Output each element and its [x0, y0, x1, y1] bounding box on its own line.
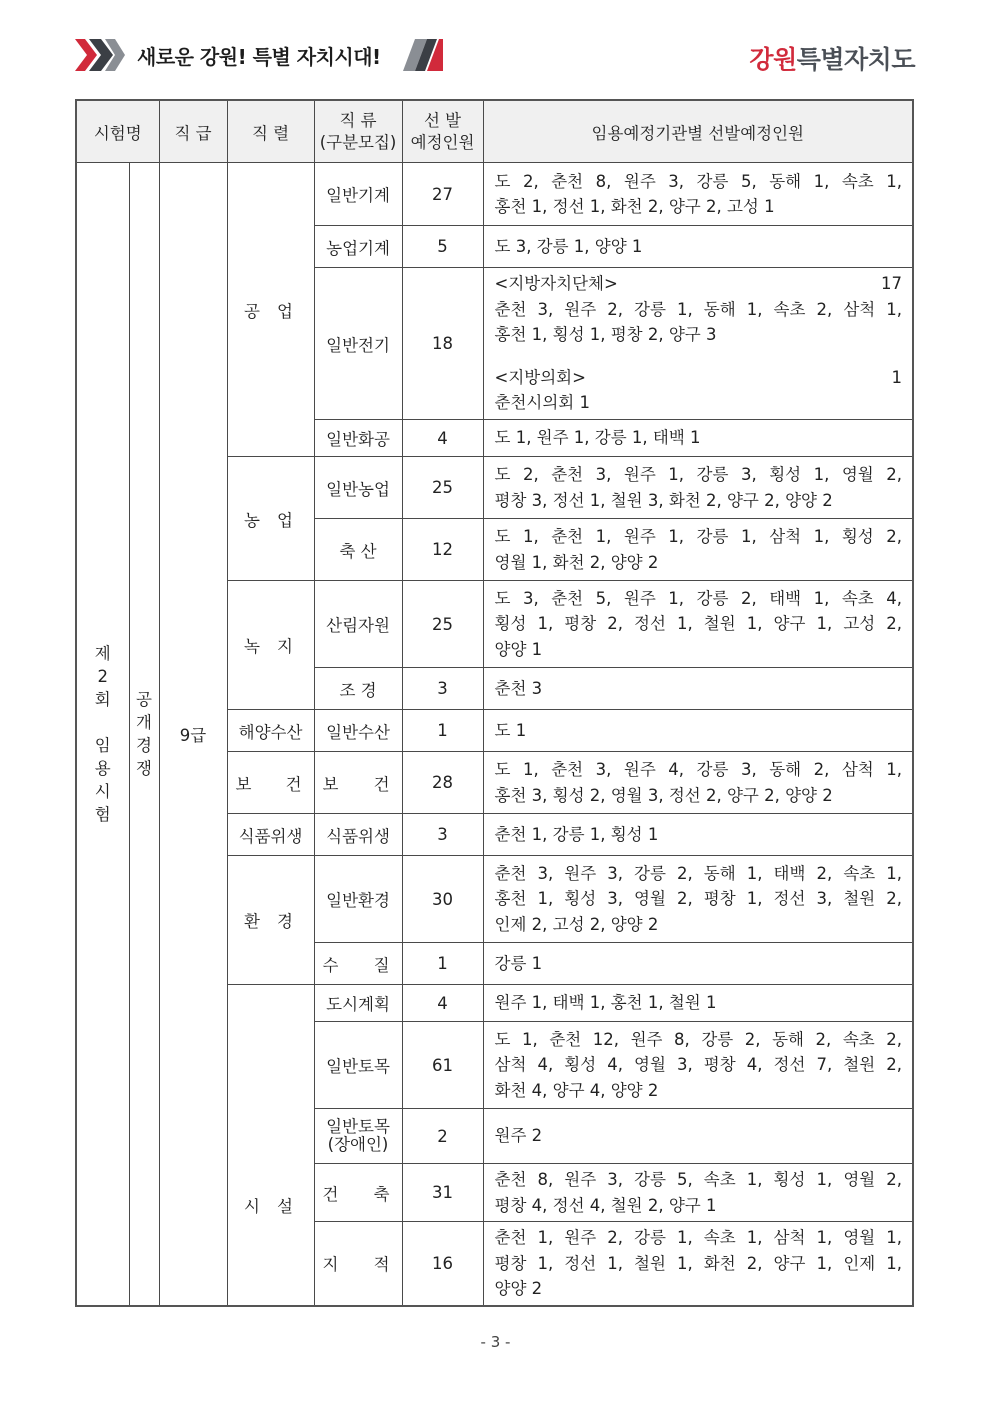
allocation-line: 도 2, 춘천 3, 원주 1, 강릉 3, 횡성 1, 영월 2,: [494, 465, 903, 484]
count-cell: 28: [402, 752, 483, 814]
series-label: [228, 298, 314, 322]
type-cell: 산림자원: [314, 581, 402, 668]
count-cell: 4: [402, 985, 483, 1022]
slogan-text: 새로운 강원! 특별 자치시대!: [137, 44, 381, 69]
count-cell: 12: [402, 519, 483, 581]
type-label: [315, 952, 402, 976]
type-label: 일반토목: [326, 1117, 390, 1136]
vertical-char: 험: [94, 804, 111, 824]
allocation-gap: [495, 348, 903, 365]
allocation-line: 인제 2, 고성 2, 양양 2: [494, 914, 659, 934]
allocation-cell: [483, 1164, 913, 1222]
label-part: 보: [235, 774, 252, 794]
count-cell: 4: [402, 420, 483, 457]
allocation-line: 영월 1, 화천 2, 양양 2: [494, 552, 659, 572]
vertical-char: 쟁: [136, 758, 152, 778]
count-cell: 3: [402, 814, 483, 856]
allocation-line: 도 3, 강릉 1, 양양 1: [494, 236, 643, 256]
allocation-cell: [483, 856, 913, 943]
header-type-line1: 직 류: [339, 110, 377, 130]
count-cell: 25: [402, 457, 483, 519]
label-part: 건: [322, 1184, 339, 1204]
recruitment-table: [75, 99, 914, 1307]
type-label: [315, 1181, 402, 1205]
type-label: [315, 771, 402, 795]
allocation-line: 도 1, 춘천 3, 원주 4, 강릉 3, 동해 2, 삼척 1,: [494, 760, 903, 779]
type-cell: 일반수산: [314, 710, 402, 752]
series-cell: [227, 752, 314, 814]
series-label: [228, 633, 314, 657]
label-part: 농: [244, 510, 260, 530]
label-part: 지: [322, 1255, 339, 1275]
header-grade: 직 급: [159, 100, 227, 163]
allocation-line: 평창 3, 정선 1, 철원 3, 화천 2, 양구 2, 양양 2: [494, 490, 833, 510]
allocation-line: 양양 1: [494, 639, 543, 659]
allocation-cell: [483, 226, 913, 268]
header-count-line2: 예정인원: [410, 132, 475, 152]
type-cell: 일반토목: [314, 1022, 402, 1109]
allocation-line: 춘천 3, 원주 3, 강릉 2, 동해 1, 태백 2, 속초 1,: [494, 863, 903, 883]
type-cell: [314, 1222, 402, 1306]
allocation-line: 춘천 8, 원주 3, 강릉 5, 속초 1, 횡성 1, 영월 2,: [494, 1170, 903, 1189]
vertical-char: 임: [94, 735, 111, 755]
allocation-cell: [483, 752, 913, 814]
allocation-line: 양양 2: [494, 1279, 543, 1298]
type-cell: 일반환경: [314, 856, 402, 943]
logo-prefix: 강원: [749, 45, 797, 74]
type-cell: [314, 943, 402, 985]
count-cell: 1: [402, 710, 483, 752]
allocation-line: 홍천 1, 횡성 3, 영월 2, 평창 1, 정선 3, 철원 2,: [494, 889, 903, 909]
allocation-line: <지방자치단체> 17: [494, 274, 903, 294]
grade-cell: 9급: [159, 163, 227, 1306]
allocation-line: 도 1, 춘천 12, 원주 8, 강릉 2, 동해 2, 속초 2,: [494, 1029, 903, 1049]
vertical-char: 회: [94, 689, 111, 709]
allocation-line: 원주 1, 태백 1, 홍천 1, 철원 1: [494, 993, 717, 1013]
slogan-left-chevron-icon: [75, 39, 125, 71]
allocation-cell: [483, 985, 913, 1022]
series-cell: [227, 856, 314, 985]
count-cell: 31: [402, 1164, 483, 1222]
gangwon-logo: [749, 40, 915, 76]
count-cell: 61: [402, 1022, 483, 1109]
allocation-line: 춘천 1, 원주 2, 강릉 1, 속초 1, 삼척 1, 영월 1,: [494, 1228, 903, 1247]
allocation-cell: [483, 1222, 913, 1306]
count-cell: 1: [402, 943, 483, 985]
series-cell: [227, 163, 314, 457]
header-count-line1: 선 발: [423, 110, 462, 130]
recruit-type-cell: [129, 163, 159, 1306]
header-count: [402, 100, 483, 163]
allocation-line: 삼척 4, 횡성 4, 영월 3, 평창 4, 정선 7, 철원 2,: [494, 1055, 903, 1075]
vertical-char: 개: [136, 712, 152, 732]
series-cell: [227, 581, 314, 710]
type-cell: [314, 1164, 402, 1222]
series-label: [228, 771, 314, 795]
count-cell: 16: [402, 1222, 483, 1306]
label-part: 건: [285, 774, 302, 794]
allocation-line: 평창 4, 정선 4, 철원 2, 양구 1: [494, 1195, 717, 1215]
allocation-cell: [483, 814, 913, 856]
allocation-cell: [483, 519, 913, 581]
allocation-line: 춘천시의회 1: [494, 393, 590, 413]
label-part: 지: [277, 637, 293, 656]
table-row: [76, 163, 913, 226]
allocation-line: 도 1: [494, 720, 527, 740]
header-type-line2: (구분모집): [319, 132, 397, 152]
vertical-char: 용: [94, 758, 111, 778]
label-part: 녹: [244, 637, 260, 656]
allocation-cell: [483, 268, 913, 420]
table-header-row: [76, 100, 913, 163]
allocation-line: 춘천 3, 원주 2, 강릉 1, 동해 1, 속초 2, 삼척 1,: [494, 299, 903, 319]
label-part: 수: [322, 955, 339, 975]
allocation-cell: [483, 1022, 913, 1109]
label-part: 축: [373, 1184, 390, 1204]
type-cell: [314, 1109, 402, 1164]
allocation-line: 홍천 1, 횡성 1, 평창 2, 양구 3: [494, 325, 717, 345]
allocation-line: 강릉 1: [494, 953, 543, 973]
slogan-banner: [75, 38, 443, 72]
allocation-line: 화천 4, 양구 4, 양양 2: [494, 1080, 659, 1100]
slogan-right-chevron-icon: [393, 39, 443, 71]
type-cell: 일반기계: [314, 163, 402, 226]
count-cell: 2: [402, 1109, 483, 1164]
page-number: - 3 -: [480, 1333, 511, 1351]
label-part: 설: [277, 1196, 293, 1216]
logo-suffix: 특별자치도: [796, 45, 915, 74]
label-part: 경: [277, 912, 293, 931]
type-cell: [314, 752, 402, 814]
vertical-char: 시: [94, 781, 111, 801]
count-cell: 18: [402, 268, 483, 420]
allocation-line: 횡성 1, 평창 2, 정선 1, 철원 1, 양구 1, 고성 2,: [494, 614, 903, 634]
type-cell: 도시계획: [314, 985, 402, 1022]
type-cell: 일반농업: [314, 457, 402, 519]
allocation-line: 도 1, 춘천 1, 원주 1, 강릉 1, 삼척 1, 횡성 2,: [494, 527, 903, 546]
count-cell: 27: [402, 163, 483, 226]
type-cell: 일반화공: [314, 420, 402, 457]
allocation-cell: [483, 710, 913, 752]
series-cell: 해양수산: [227, 710, 314, 752]
allocation-line: 도 1, 원주 1, 강릉 1, 태백 1: [494, 428, 701, 448]
header-type: [314, 100, 402, 163]
vertical-char: 경: [136, 735, 152, 755]
allocation-cell: [483, 581, 913, 668]
series-label: [228, 908, 314, 932]
series-label: [228, 507, 314, 531]
label-part: 환: [244, 912, 260, 931]
allocation-line: 춘천 1, 강릉 1, 횡성 1: [494, 824, 659, 844]
allocation-cell: [483, 668, 913, 710]
type-label: [315, 1251, 402, 1275]
label-part: 보: [322, 774, 339, 794]
header-series: 직 렬: [227, 100, 314, 163]
type-cell: 농업기계: [314, 226, 402, 268]
vertical-char: 2: [97, 666, 108, 686]
allocation-cell: [483, 1109, 913, 1164]
allocation-cell: [483, 163, 913, 226]
allocation-line: 도 3, 춘천 5, 원주 1, 강릉 2, 태백 1, 속초 4,: [494, 588, 903, 608]
label-part: 업: [277, 301, 293, 321]
label-part: 건: [373, 774, 390, 794]
series-cell: [227, 985, 314, 1306]
series-cell: [227, 457, 314, 581]
count-cell: 25: [402, 581, 483, 668]
exam-name-cell: [76, 163, 129, 1306]
allocation-cell: [483, 943, 913, 985]
allocation-line: 춘천 3: [494, 678, 543, 698]
vertical-char: 제: [94, 643, 111, 663]
series-cell: 식품위생: [227, 814, 314, 856]
type-cell: 식품위생: [314, 814, 402, 856]
count-cell: 3: [402, 668, 483, 710]
label-part: 질: [373, 955, 390, 975]
header-exam-name: 시험명: [76, 100, 159, 163]
count-cell: 30: [402, 856, 483, 943]
allocation-line: <지방의회> 1: [494, 367, 903, 387]
allocation-line: 홍천 3, 횡성 2, 영월 3, 정선 2, 양구 2, 양양 2: [494, 785, 833, 805]
page-header: [0, 0, 991, 95]
allocation-line: 원주 2: [494, 1126, 543, 1146]
header-allocation: 임용예정기관별 선발예정인원: [483, 100, 913, 163]
type-cell: 축 산: [314, 519, 402, 581]
allocation-line: 홍천 1, 정선 1, 화천 2, 양구 2, 고성 1: [494, 197, 775, 216]
label-part: 적: [373, 1255, 390, 1275]
label-part: 공: [244, 301, 260, 321]
series-label: [228, 1073, 314, 1217]
allocation-cell: [483, 420, 913, 457]
allocation-line: 도 2, 춘천 8, 원주 3, 강릉 5, 동해 1, 속초 1,: [494, 171, 903, 191]
allocation-cell: [483, 457, 913, 519]
type-cell: 일반전기: [314, 268, 402, 420]
label-part: 시: [244, 1196, 260, 1216]
vertical-char: 공: [136, 689, 152, 709]
label-part: 업: [277, 510, 293, 530]
type-label-sub: (장애인): [327, 1135, 389, 1154]
count-cell: 5: [402, 226, 483, 268]
type-cell: 조 경: [314, 668, 402, 710]
allocation-line: 평창 1, 정선 1, 철원 1, 화천 2, 양구 1, 인제 1,: [494, 1253, 903, 1273]
